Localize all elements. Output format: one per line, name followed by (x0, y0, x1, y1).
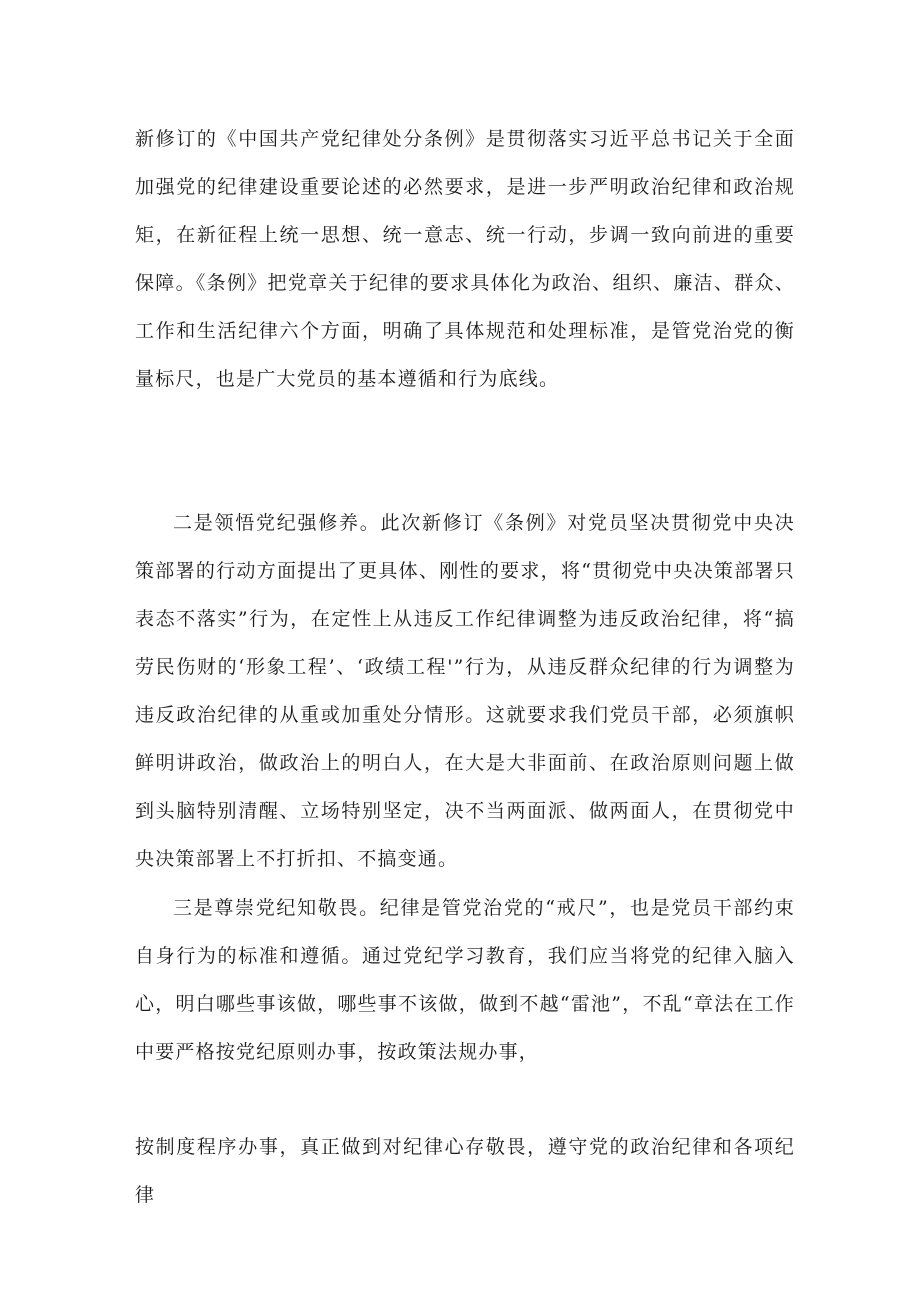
paragraph-continuation: 按制度程序办事，真正做到对纪律心存敬畏，遵守党的政治纪律和各项纪律 (135, 1136, 795, 1206)
paragraph-regulations-intro: 新修订的《中国共产党纪律处分条例》是贯彻落实习近平总书记关于全面加强党的纪律建设重要论述的必然要求，是进一步严明政治纪律和政治规矩，在新征程上统一思想、统一意志、统一行动，步调一致向前进的重要保障。《条例》把党章关于纪律的要求具体化为政治、组织、廉洁、群众、工作和生活纪律六个方面，明确了具体规范和处理标准，是管党治党的衡量标尺，也是广大党员的基本遵循和行为底线。 (135, 128, 795, 390)
paragraph-point-two: 二是领悟党纪强修养。此次新修订《条例》对党员坚决贯彻党中央决策部署的行动方面提出了更具体、刚性的要求，将“贯彻党中央决策部署只表态不落实”行为，在定性上从违反工作纪律调整为违反政治纪律，将“搞劳民伤财的‘形象工程’、‘政绩工程'”行为，从违反群众纪律的行为调整为违反政治纪律的从重或加重处分情形。这就要求我们党员干部，必须旗帜鲜明讲政治，做政治上的明白人，在大是大非面前、在政治原则问题上做到头脑特别清醒、立场特别坚定，决不当两面派、做两面人，在贯彻党中央决策部署上不打折扣、不搞变通。 (135, 512, 795, 870)
paragraph-point-three: 三是尊崇党纪知敬畏。纪律是管党治党的“戒尺”，也是党员干部约束自身行为的标准和遵循。通过党纪学习教育，我们应当将党的纪律入脑入心，明白哪些事该做，哪些事不该做，做到不越“雷池”，不乱“章法在工作中要严格按党纪原则办事，按政策法规办事， (135, 897, 795, 1063)
